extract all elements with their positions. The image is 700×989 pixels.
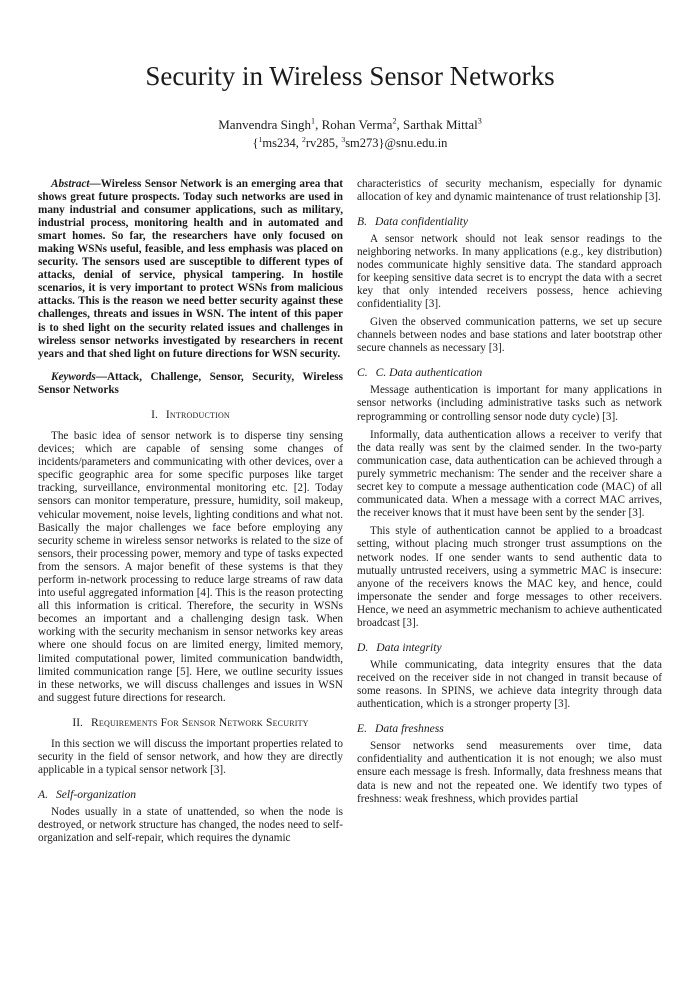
freshness-paragraph: Sensor networks send measurements over time, data confidentiality and authentication it is not enough; we also must ensure each message is fresh. Informally, data freshness means that data is new and not the repeated one. We identify two types of freshness: weak freshness, which provides partial <box>357 740 662 805</box>
author-2: Rohan Verma$^2$, <box>321 117 403 133</box>
email-line: {$^1$ms234, $^2$rv285, $^3$sm273}@snu.edu.in <box>252 135 448 151</box>
authentication-paragraph-1: Message authentication is important for many applications in sensor networks (including administrative tasks such as network reprogramming or controlling sensor node duty cycle) [3]. <box>357 384 662 423</box>
email-id-1: ms234 <box>262 136 296 151</box>
subsection-heading-data-integrity <box>357 641 662 655</box>
confidentiality-paragraph-1: A sensor network should not leak sensor readings to the neighboring networks. In many applications (e.g., key distribution) nodes communicate highly sensitive data. The standard approach for keeping sensitive data secret is to encrypt the data with a secret key that only intended receivers possess, hence achieving confidentiality [3]. <box>357 232 662 311</box>
subsection-letter: B. <box>357 214 367 228</box>
section-title: Introduction <box>165 408 230 422</box>
subsection-title: Data integrity <box>376 641 442 655</box>
email-domain: @snu.edu.in <box>384 136 448 151</box>
requirements-intro-paragraph: In this section we will discuss the important properties related to security in the field of sensor network, and how they are directly applicable in a typical sensor network [3]. <box>38 737 343 776</box>
authentication-paragraph-2: Informally, data authentication allows a receiver to verify that the data really was sent by the claimed sender. In the two-party communication case, data authentication can be achieved through a purely symmetric mechanism: The sender and the receiver share a secret key to compute a message authentication code (MAC) of all communicated data. When a message with a correct MAC arrives, the receiver knows that it must have been sent by the sender [3]. <box>357 428 662 520</box>
subsection-letter: E. <box>357 722 367 736</box>
subsection-letter: C. <box>357 366 368 380</box>
right-column <box>357 178 662 851</box>
email-id-2: rv285 <box>305 136 336 151</box>
integrity-paragraph: While communicating, data integrity ensures that the data received on the receiver side in not changed in transit because of some reasons. In SPINS, we achieve data integrity through data authentication, which is a stronger property [3]. <box>357 658 662 711</box>
keywords-paragraph: Keywords—Attack, Challenge, Sensor, Security, Wireless Sensor Networks <box>38 370 343 396</box>
abstract-text: Wireless Sensor Network is an emerging area that shows great future prospects. Today such networks are used in many industrial and consumer applications, such as military, industrial process, monitoring health and in automated and smart homes. So far, the researchers have only focused on making WSNs useful, feasible, and less emphasis was placed on security. The sensors used are susceptible to different types of attacks, denial of service, physical tampering. In hostile scenarios, it is very important to protect WSNs from malicious attacks. This is the reason we need better security against these challenges, threats and issues in WSN. The intent of this paper is to shed light on the security related issues and challenges in wireless sensor networks investigated by researchers in recent years and that shed light on future directions for WSN security. <box>38 177 343 360</box>
subsection-letter: A. <box>38 788 48 802</box>
paper-header <box>38 60 662 152</box>
keywords-label: Keywords <box>51 370 96 383</box>
email-id-3: sm273 <box>345 136 379 151</box>
section-number: II. <box>72 715 83 729</box>
subsection-heading-data-confidentiality <box>357 215 662 229</box>
abstract-label: Abstract <box>51 177 90 190</box>
paper-title: Security in Wireless Sensor Networks <box>145 61 555 91</box>
keywords-text: Attack, Challenge, Sensor, Security, Wireless Sensor Networks <box>38 370 343 396</box>
author-2-affiliation-superscript: 2 <box>392 117 397 127</box>
author-line <box>38 117 662 134</box>
confidentiality-paragraph-2: Given the observed communication patterns, we set up secure channels between nodes and base stations and later bootstrap other secure channels as necessary [3]. <box>357 316 662 355</box>
abstract-paragraph: Abstract—Wireless Sensor Network is an emerging area that shows great future prospects. Today such networks are used in many industrial and consumer applications, such as military, industrial process, monitoring health and in automated and smart homes. So far, the researchers have only focused on making WSNs useful, feasible, and less emphasis was placed on security. The sensors used are susceptible to different types of attacks, denial of service, physical tampering. In hostile scenarios, it is very important to protect WSNs from malicious attacks. This is the reason we need better security against these challenges, threats and issues in WSN. The intent of this paper is to shed light on the security related issues and challenges in wireless sensor networks investigated by researchers in recent years and that shed light on future directions for WSN security. <box>38 177 343 360</box>
author-3: Sarthak Mittal$^3$ <box>402 117 482 133</box>
subsection-heading-data-authentication <box>357 366 662 380</box>
subsection-title: C. Data authentication <box>375 366 483 380</box>
author-1-affiliation-superscript: 1 <box>311 117 316 127</box>
subsection-title: Self-organization <box>55 788 137 802</box>
author-3-affiliation-superscript: 3 <box>477 117 482 127</box>
self-organization-continuation-paragraph: characteristics of security mechanism, especially for dynamic allocation of key and dynamic maintenance of trust relationship [3]. <box>357 177 662 203</box>
subsection-title: Data confidentiality <box>374 214 469 228</box>
authentication-paragraph-3: This style of authentication cannot be applied to a broadcast setting, without placing much stronger trust assumptions on the network nodes. If one sender wants to send authentic data to mutually untrusted receivers, using a symmetric MAC is insecure: anyone of the receivers knows the MAC key, and hence, could impersonate the sender and forge messages to other receivers. Hence, we need an asymmetric mechanism to achieve authenticated broadcast [3]. <box>357 525 662 629</box>
subsection-letter: D. <box>357 641 369 655</box>
subsection-heading-data-freshness <box>357 722 662 736</box>
section-heading-introduction <box>38 408 343 422</box>
subsection-title: Data freshness <box>374 722 444 736</box>
introduction-paragraph: The basic idea of sensor network is to disperse tiny sensing devices; which are capable of sensing some changes of incidents/parameters and communicating with other devices, over a specific geographic area for some specific purposes like target tracking, surveillance, environmental monitoring etc. [2]. Today sensors can monitor temperature, pressure, humidity, soil makeup, vehicular movement, noise levels, lighting conditions and what not. Basically the major challenges we face before employing any security scheme in wireless sensor networks is related to the size of sensors, their processing power, memory and type of tasks expected from the sensors. A major benefit of these systems is that they perform in-network processing to reduce large streams of raw data into useful aggregated information [4]. This is the reason protecting all this information is critical. Therefore, the security in WSNs becomes an important and a challenging design task. When working with the security mechanism in sensor networks key areas where one should focus on are limited energy, limited memory, limited computational power, limited communication bandwidth, limited communication range [5]. Here, we outline security issues in these networks, we will discuss challenges and issues in WSN and suggest future directions for research. <box>38 429 343 704</box>
author-1: Manvendra Singh$^1$, <box>218 117 322 133</box>
section-title: Requirements For Sensor Network Security <box>90 715 309 729</box>
subsection-heading-self-organization <box>38 788 343 802</box>
section-number: I. <box>151 408 158 422</box>
section-heading-requirements <box>38 716 343 730</box>
self-organization-paragraph: Nodes usually in a state of unattended, so when the node is destroyed, or network structure has changed, the nodes need to self-organization and self-repair, which requires the dynamic <box>38 806 343 845</box>
left-column <box>38 178 343 851</box>
two-column-body <box>38 178 662 851</box>
